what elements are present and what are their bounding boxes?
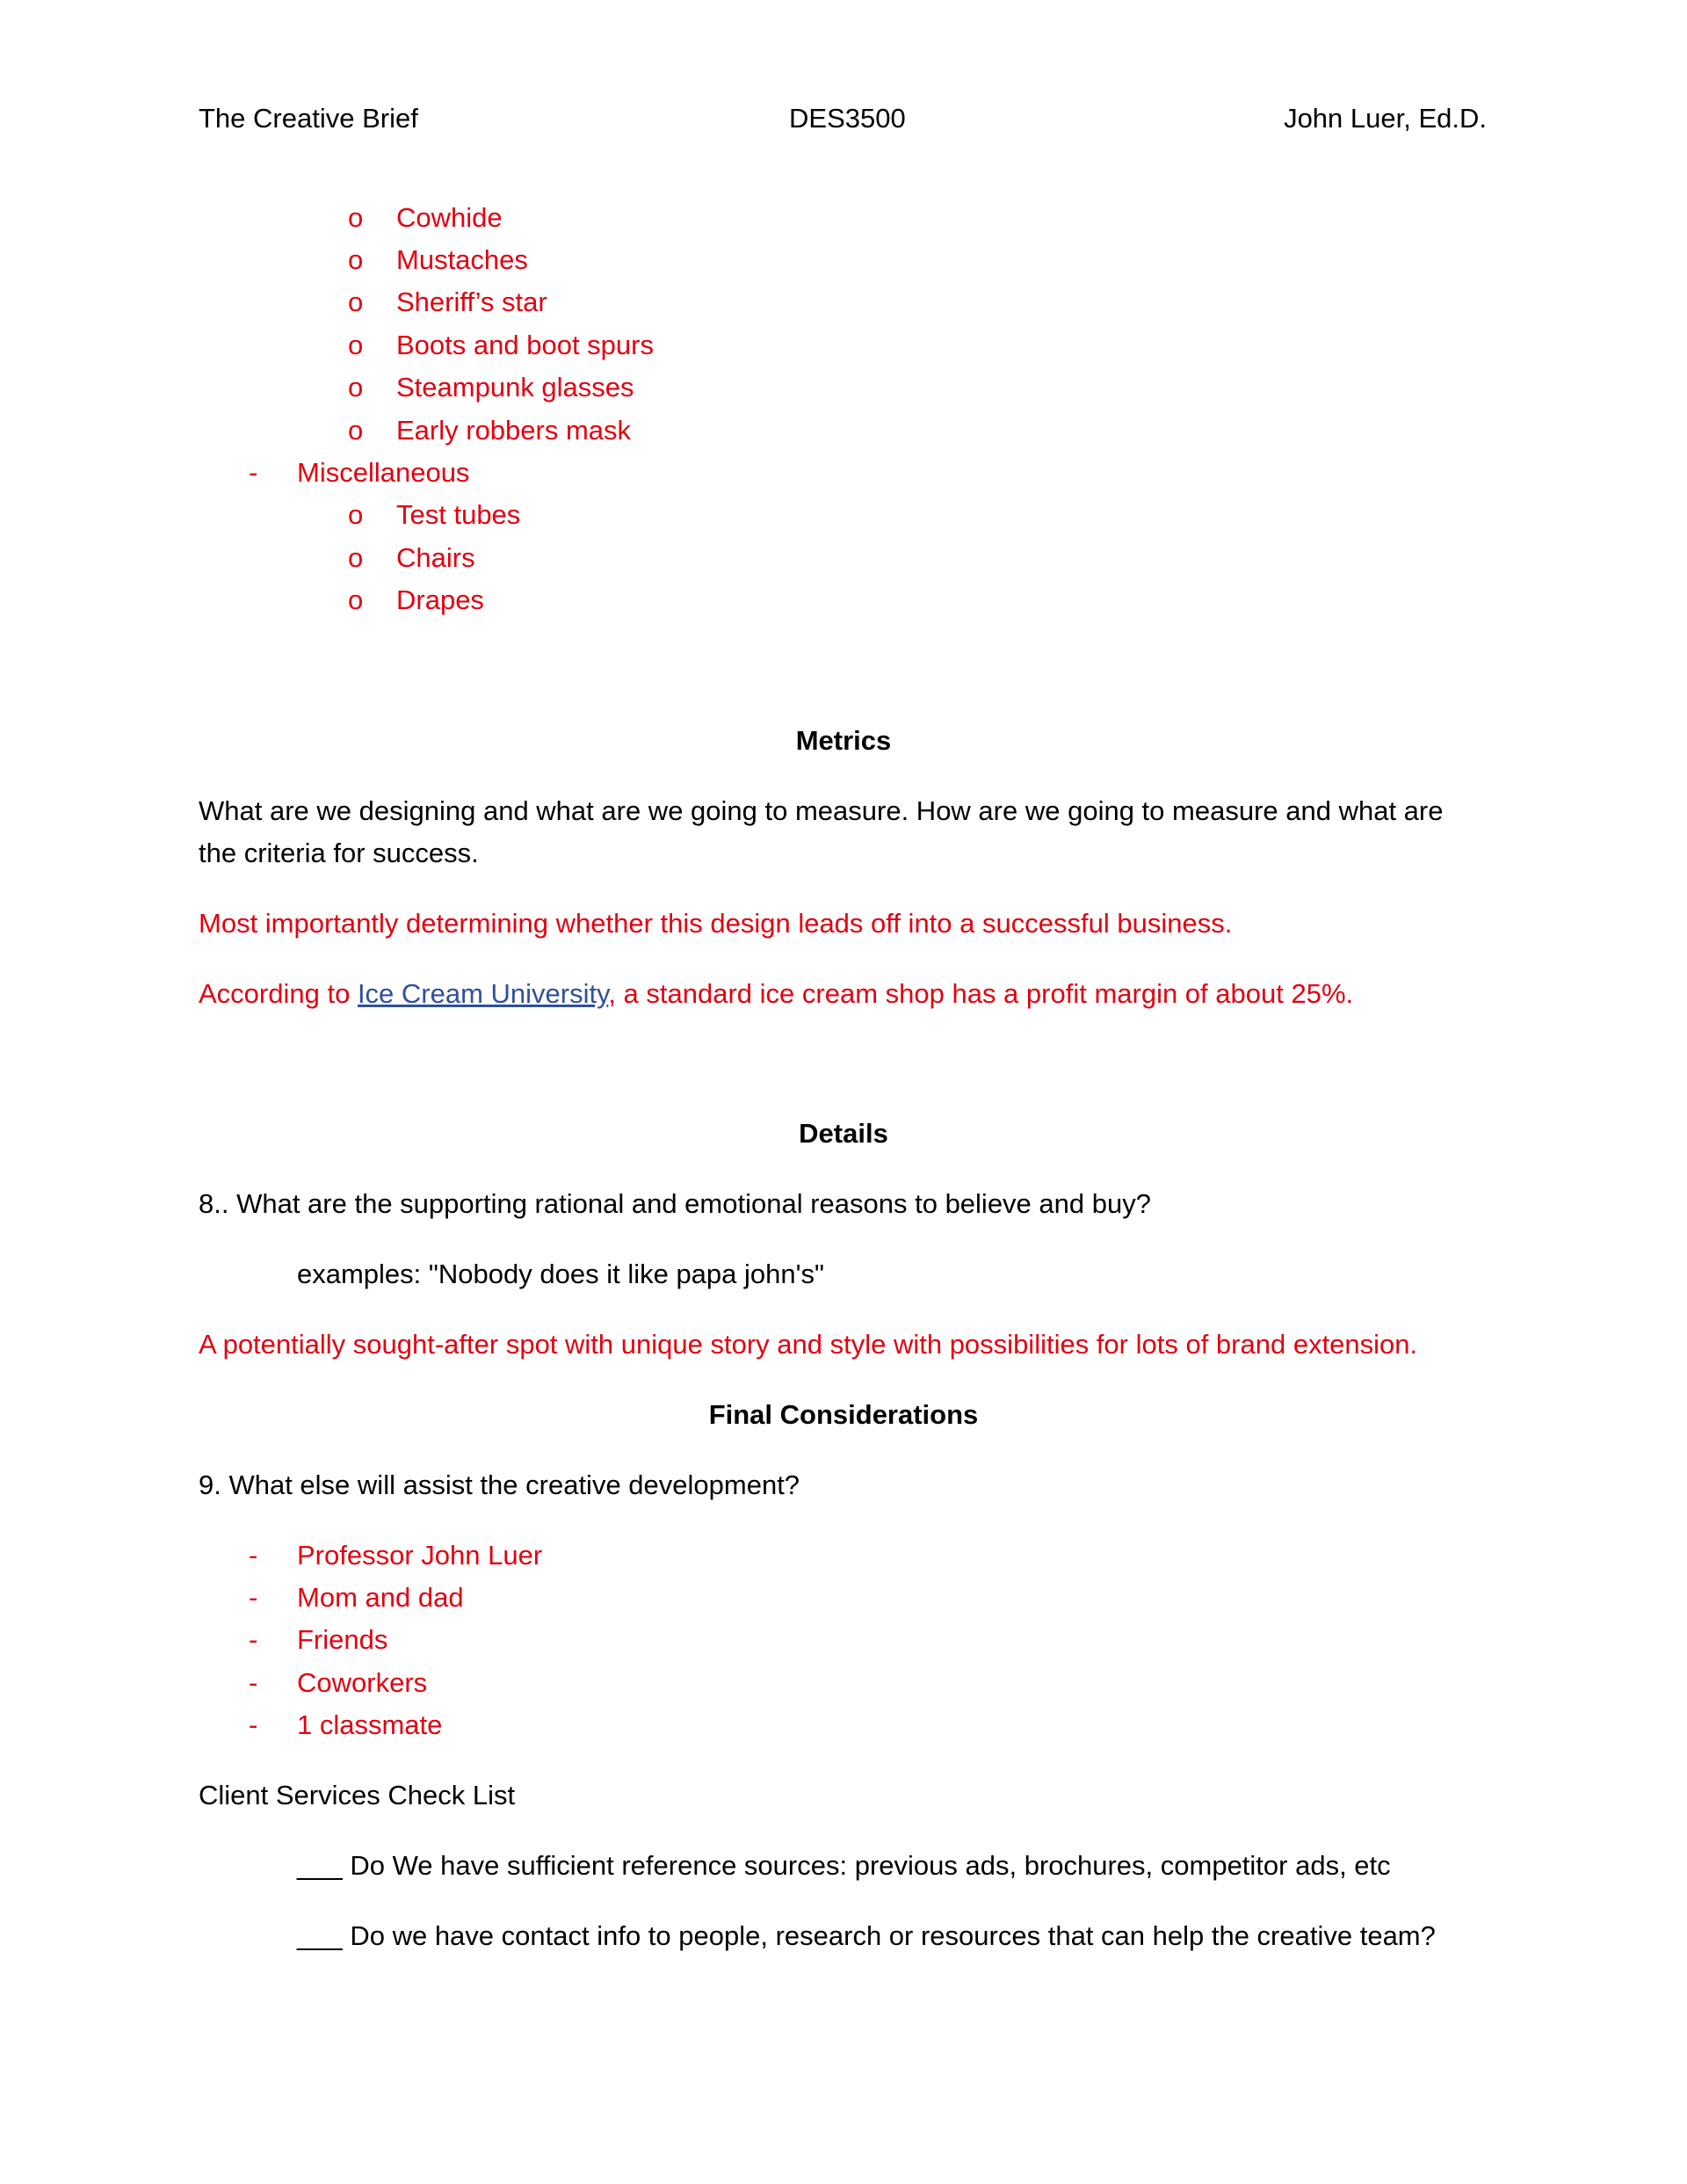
dash-bullet: - — [249, 1582, 258, 1613]
list-item: Cowhide — [396, 202, 503, 233]
list-item: Boots and boot spurs — [396, 330, 654, 360]
metrics-answer-1: Most importantly determining whether this design leads off into a successful business. — [199, 908, 1233, 939]
header-left: The Creative Brief — [199, 103, 418, 134]
circle-bullet: o — [348, 542, 364, 573]
circle-bullet: o — [348, 202, 364, 233]
dash-bullet: - — [249, 1709, 258, 1740]
list-item: Sheriff’s star — [396, 287, 547, 317]
list-item: Early robbers mask — [396, 415, 632, 446]
list-item: Mom and dad — [297, 1582, 464, 1613]
answer-suffix: , a standard ice cream shop has a profit margin of about 25%. — [608, 978, 1354, 1009]
checklist-item: ___ Do we have contact info to people, research or resources that can help the creative team? — [297, 1920, 1436, 1951]
header-author: John Luer, Ed.D. — [1284, 103, 1487, 134]
metrics-question-line-1: What are we designing and what are we going to measure. How are we going to measure and what are — [199, 795, 1444, 826]
circle-bullet: o — [348, 244, 364, 275]
section-heading-metrics: Metrics — [795, 725, 892, 756]
list-item: Professor John Luer — [297, 1540, 543, 1571]
list-item: 1 classmate — [297, 1709, 443, 1740]
section-heading-final: Final Considerations — [708, 1399, 979, 1430]
checklist-title: Client Services Check List — [199, 1780, 516, 1810]
list-item: Drapes — [396, 584, 484, 615]
circle-bullet: o — [348, 415, 364, 446]
circle-bullet: o — [348, 584, 364, 615]
dash-bullet: - — [249, 457, 258, 488]
answer-prefix: According to — [199, 978, 358, 1009]
details-answer: A potentially sought-after spot with unique story and style with possibilities for lots of brand extension. — [199, 1329, 1418, 1360]
circle-bullet: o — [348, 499, 364, 530]
list-item: Mustaches — [396, 244, 528, 275]
circle-bullet: o — [348, 372, 364, 403]
section-heading-details: Details — [799, 1118, 888, 1149]
list-item-miscellaneous: Miscellaneous — [297, 457, 470, 488]
metrics-question-line-2: the criteria for success. — [199, 838, 479, 868]
ice-cream-university-link[interactable]: Ice Cream University — [357, 978, 609, 1009]
checklist-item: ___ Do We have sufficient reference sources: previous ads, brochures, competitor ads, etc — [297, 1850, 1391, 1881]
dash-bullet: - — [249, 1667, 258, 1698]
header-course: DES3500 — [789, 103, 906, 134]
metrics-answer-2 — [199, 976, 1353, 1012]
list-item: Chairs — [396, 542, 475, 573]
list-item: Test tubes — [396, 499, 521, 530]
dash-bullet: - — [249, 1540, 258, 1571]
details-question: 8.. What are the supporting rational and emotional reasons to believe and buy? — [199, 1188, 1151, 1219]
details-example: examples: "Nobody does it like papa john's" — [297, 1259, 825, 1289]
list-item: Steampunk glasses — [396, 372, 634, 403]
list-item: Coworkers — [297, 1667, 428, 1698]
dash-bullet: - — [249, 1624, 258, 1655]
circle-bullet: o — [348, 330, 364, 360]
list-item: Friends — [297, 1624, 388, 1655]
circle-bullet: o — [348, 287, 364, 317]
final-question: 9. What else will assist the creative development? — [199, 1469, 800, 1500]
